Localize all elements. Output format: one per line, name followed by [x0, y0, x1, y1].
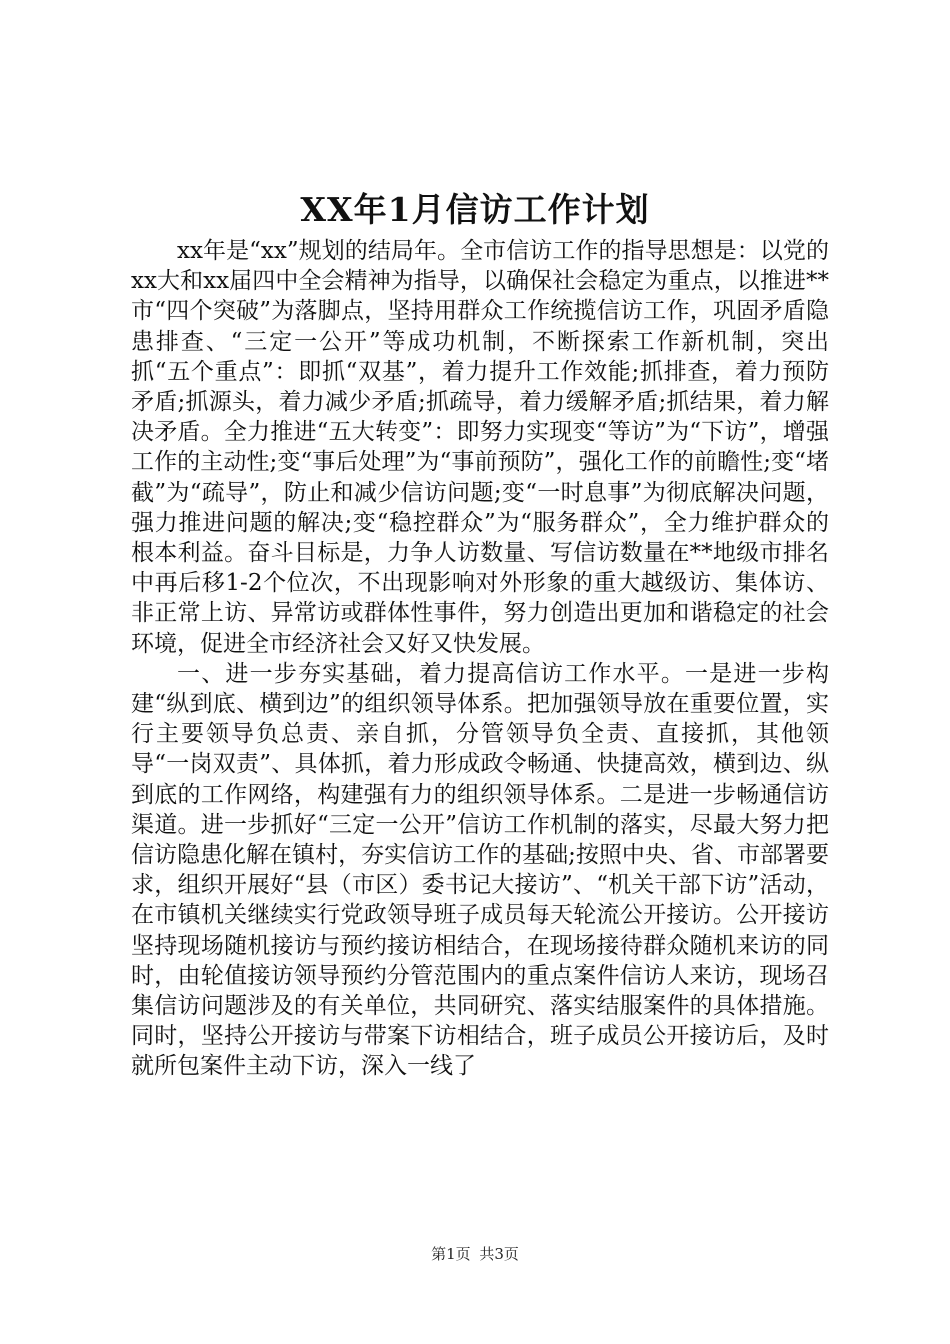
- page-number-total: 共3页: [479, 1245, 519, 1263]
- document-title: XX年1月信访工作计划: [300, 190, 650, 229]
- paragraph-section-one: 一、进一步夯实基础，着力提高信访工作水平。一是进一步构建“纵到底、横到边”的组织领导体系。把加强领导放在重要位置，实行主要领导负总责、亲自抓，分管领导负全责、直接抓，其他领导“一岗双责”、具体抓，着力形成政令畅通、快捷高效，横到边、纵到底的工作网络，构建强有力的组织领导体系。二是进一步畅通信访渠道。进一步抓好“三定一公开”信访工作机制的落实，尽最大努力把信访隐患化解在镇村，夯实信访工作的基础;按照中央、省、市部署要求，组织开展好“县（市区）委书记大接访”、“机关干部下访”活动，在市镇机关继续实行党政领导班子成员每天轮流公开接访。公开接访坚持现场随机接访与预约接访相结合，在现场接待群众随机来访的同时，由轮值接访领导预约分管范围内的重点案件信访人来访，现场召集信访问题涉及的有关单位，共同研究、落实结服案件的具体措施。同时，坚持公开接访与带案下访相结合，班子成员公开接访后，及时就所包案件主动下访，深入一线了: [131, 660, 829, 1080]
- paragraph-intro: xx年是“xx”规划的结局年。全市信访工作的指导思想是：以党的xx大和xx届四中全会精神为指导，以确保社会稳定为重点，以推进**市“四个突破”为落脚点，坚持用群众工作统揽信访工作，巩固矛盾隐患排查、“三定一公开”等成功机制，不断探索工作新机制，突出抓“五个重点”：即抓“双基”，着力提升工作效能;抓排查，着力预防矛盾;抓源头，着力减少矛盾;抓疏导，着力缓解矛盾;抓结果，着力解决矛盾。全力推进“五大转变”：即努力实现变“等访”为“下访”，增强工作的主动性;变“事后处理”为“事前预防”，强化工作的前瞻性;变“堵截”为“疏导”，防止和减少信访问题;变“一时息事”为彻底解决问题，强力推进问题的解决;变“稳控群众”为“服务群众”，全力维护群众的根本利益。奋斗目标是，力争人访数量、写信访数量在**地级市排名中再后移1-2个位次，不出现影响对外形象的重大越级访、集体访、非正常上访、异常访或群体性事件，努力创造出更加和谐稳定的社会环境，促进全市经济社会又好又快发展。: [131, 238, 829, 657]
- page-number-current: 第1页: [431, 1245, 471, 1263]
- page-footer: [0, 1243, 950, 1265]
- document-body: [131, 236, 829, 1082]
